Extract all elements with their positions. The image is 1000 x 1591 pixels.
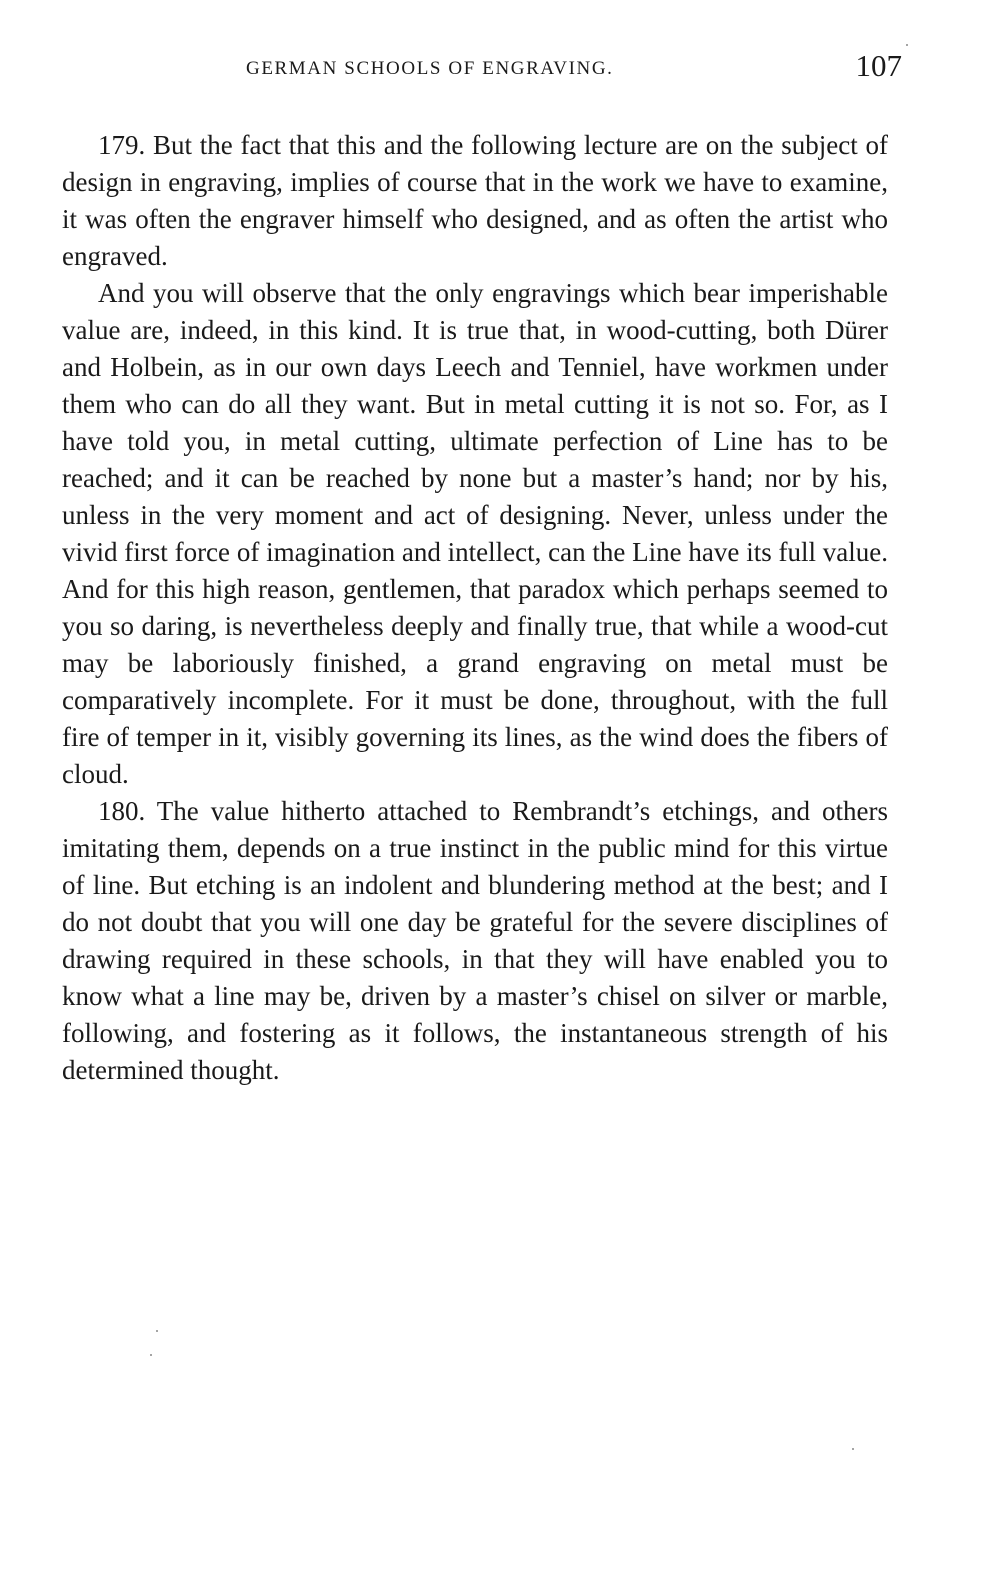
page-number: 107 [855,48,902,83]
paragraph-continuation: And you will observe that the only engravings which bear imperishable value are, indeed, in this kind. It is true that, in wood-cutting, both Dürer and Holbein, as in our own days Leech and Tenniel, have workmen under them who can do all they want. But in metal cutting it is not so. For, as I have told you, in metal cutting, ultimate perfection of Line has to be reached; and it can be reached by none but a master’s hand; nor by his, unless in the very moment and act of designing. Never, unless under the vivid first force of imagination and intellect, can the Line have its full value. And for this high reason, gentlemen, that paradox which perhaps seemed to you so daring, is nevertheless deeply and finally true, that while a wood-cut may be laboriously finished, a grand engraving on metal must be comparatively incomplete. For it must be done, throughout, with the full fire of temper in it, visibly governing its lines, as the wind does the fibers of cloud. [62,278,888,789]
running-head [62,48,902,94]
running-title: GERMAN SCHOOLS OF ENGRAVING. [246,58,614,79]
body-text [62,127,888,1089]
paragraph-180: 180. The value hitherto attached to Rembrandt’s etchings, and others imitating them, depends on a true instinct in the public mind for this virtue of line. But etching is an indolent and blundering method at the best; and I do not doubt that you will one day be grateful for the severe disciplines of drawing required in these schools, in that they will have enabled you to know what a line may be, driven by a master’s chisel on silver or marble, following, and fostering as it follows, the instantaneous strength of his determined thought. [62,796,888,1085]
paragraph-179: 179. But the fact that this and the following lecture are on the subject of design in engraving, implies of course that in the work we have to examine, it was often the engraver himself who designed, and as often the artist who engraved. [62,130,888,271]
paper-speck [150,1354,152,1356]
paper-speck [906,44,908,46]
paper-speck [852,1448,854,1450]
paper-speck [156,1330,158,1332]
